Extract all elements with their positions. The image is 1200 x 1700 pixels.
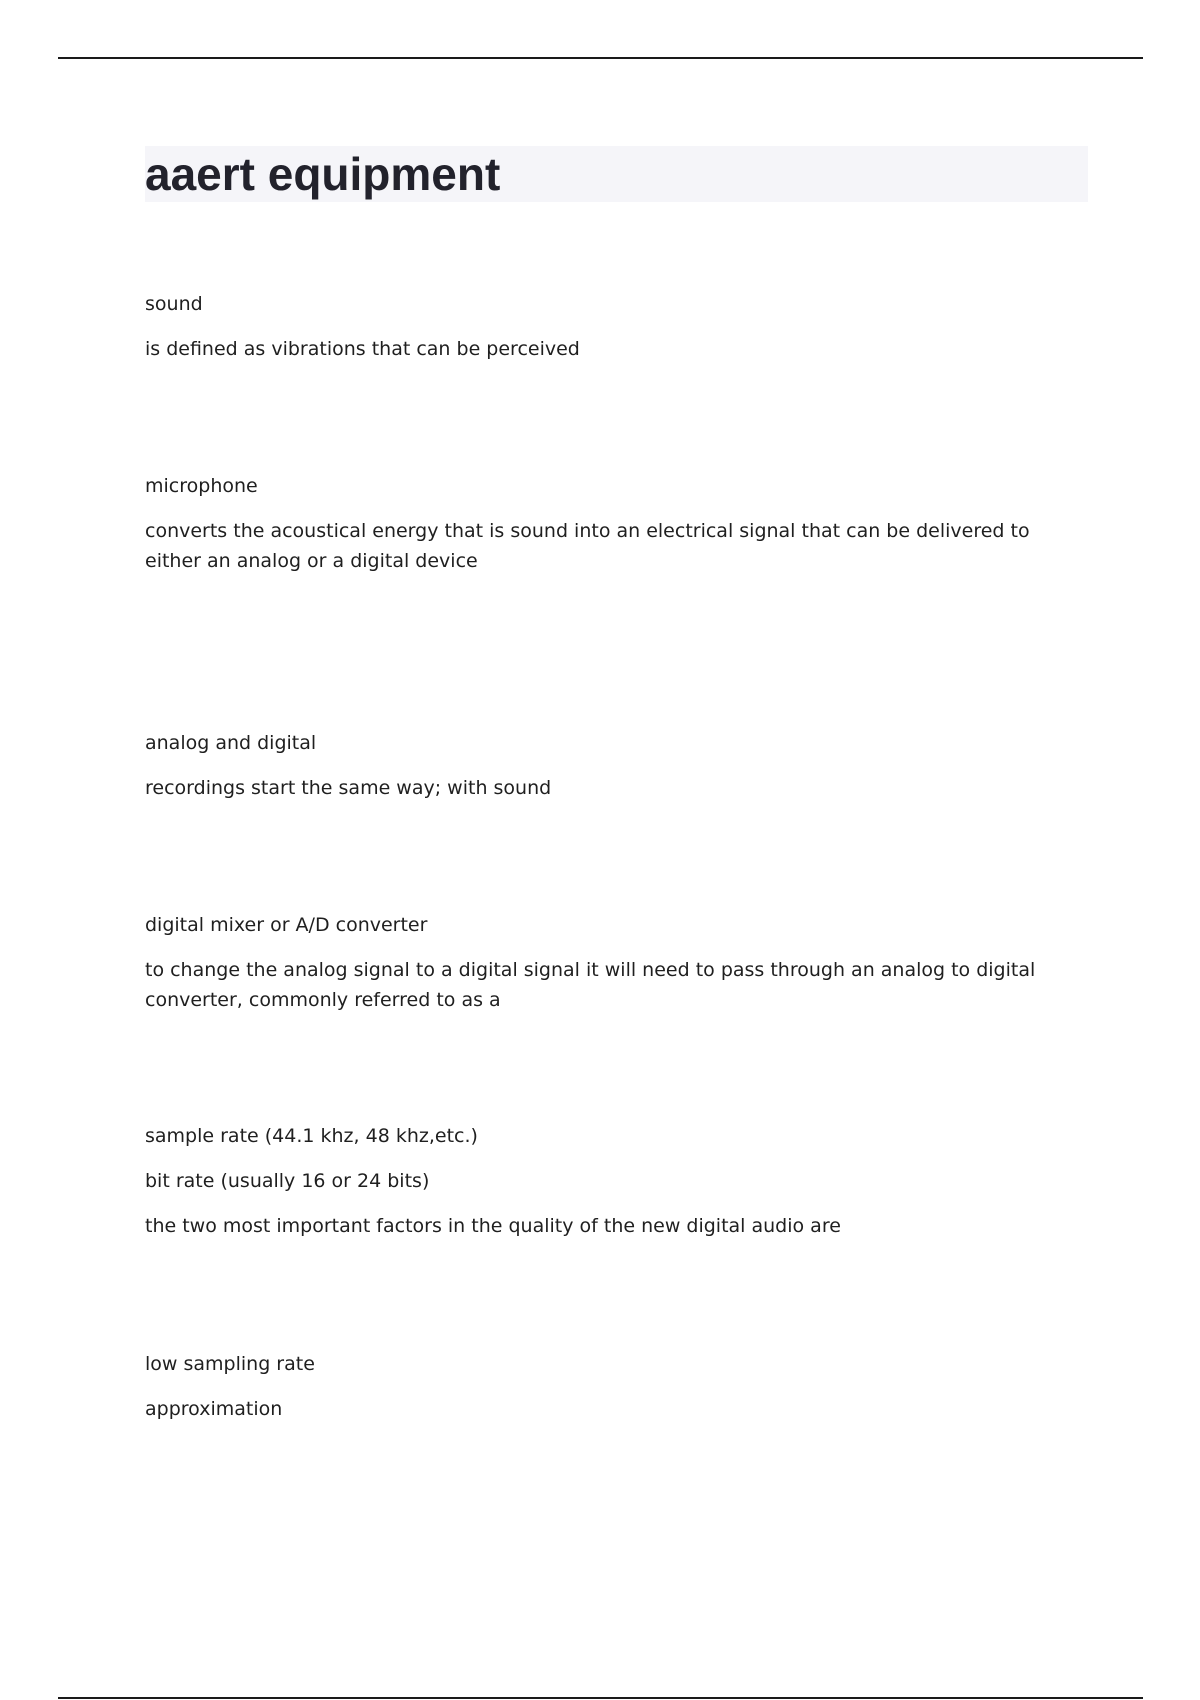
flashcard-low-sampling [145,1349,1085,1424]
flashcard-ad-converter [145,910,1085,1015]
top-rule [58,57,1143,59]
card-definition: is defined as vibrations that can be perceived [145,338,580,360]
card-definition: approximation [145,1398,283,1420]
card-definition: recordings start the same way; with sound [145,777,552,799]
card-term: microphone [145,475,258,497]
card-term-second: bit rate (usually 16 or 24 bits) [145,1170,430,1192]
card-definition: the two most important factors in the quality of the new digital audio are [145,1215,841,1237]
flashcard-sound [145,289,1085,364]
flashcard-microphone [145,471,1085,576]
card-term: low sampling rate [145,1353,315,1375]
card-term: sample rate (44.1 khz, 48 khz,etc.) [145,1125,478,1147]
card-term: analog and digital [145,732,317,754]
page-title: aaert equipment [145,148,501,200]
card-definition: to change the analog signal to a digital signal it will need to pass through an analog to digital converter, commonly referred to as a [145,959,1036,1011]
card-term: digital mixer or A/D converter [145,914,428,936]
card-definition: converts the acoustical energy that is sound into an electrical signal that can be delivered to either an analog or a digital device [145,520,1030,572]
bottom-rule [58,1697,1143,1699]
flashcard-analog-digital [145,728,1085,803]
flashcard-sample-rate [145,1121,1085,1241]
card-term: sound [145,293,203,315]
